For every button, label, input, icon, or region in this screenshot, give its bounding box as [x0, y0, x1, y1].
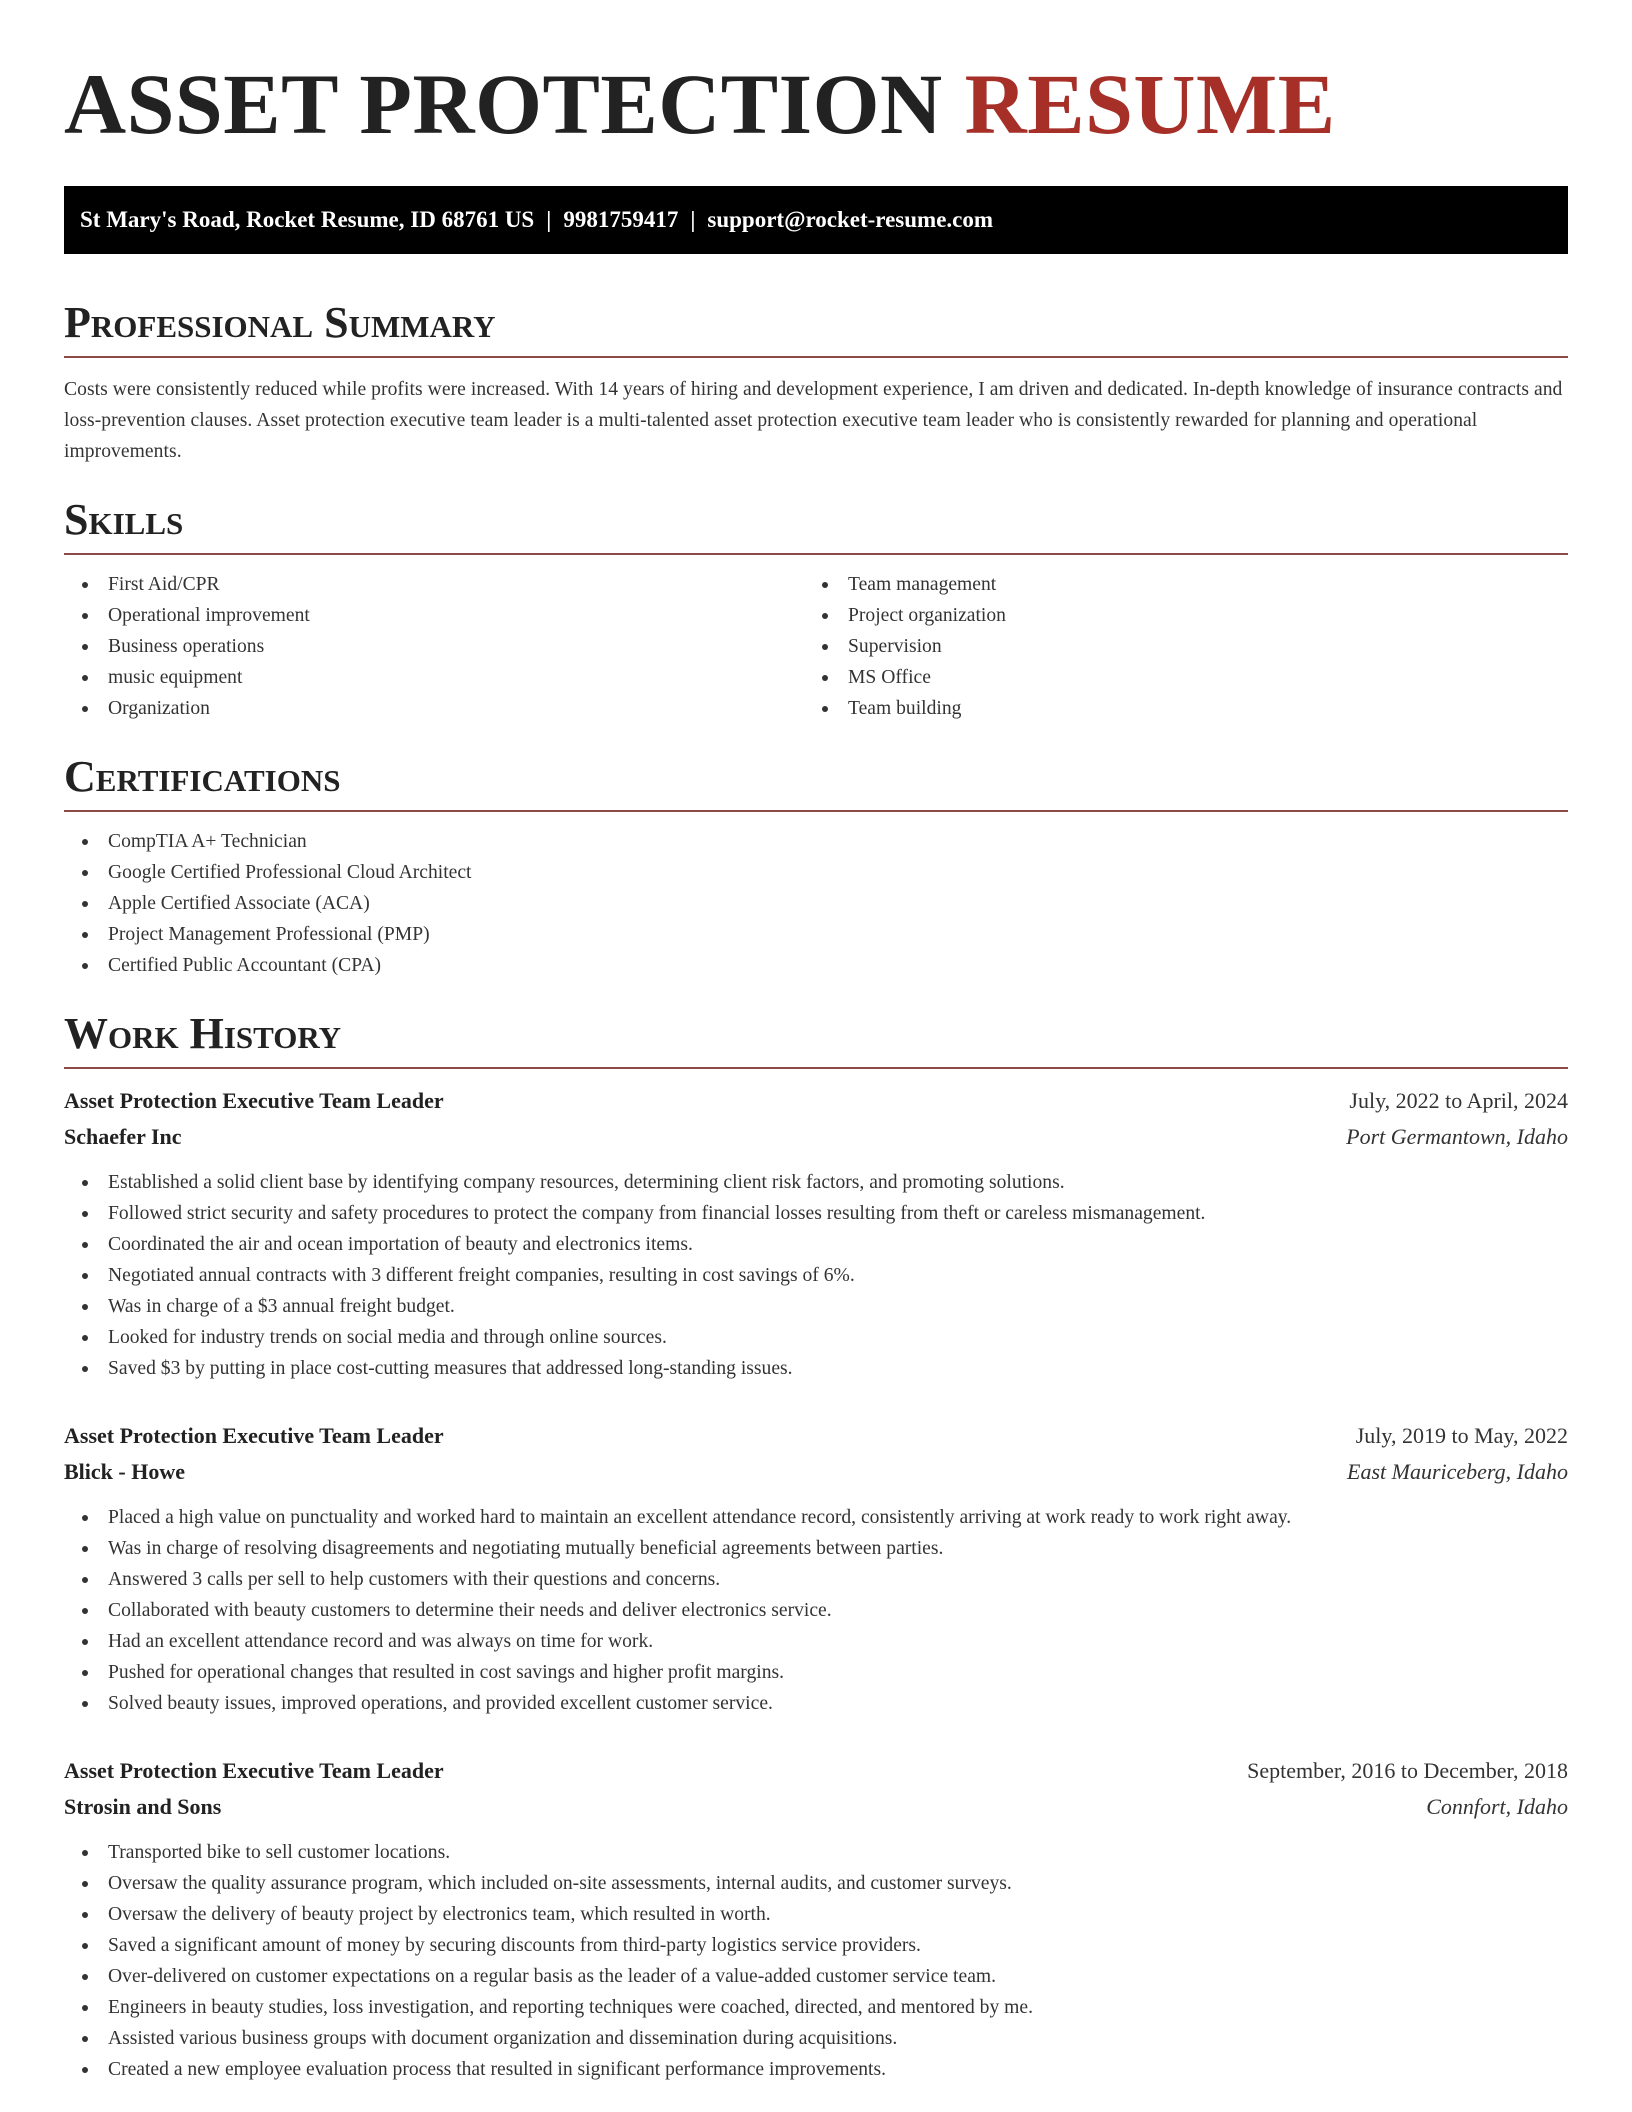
- job-company: Blick - Howe: [64, 1459, 185, 1484]
- work-history-heading: Work History: [64, 1007, 1568, 1069]
- job-header-row: [64, 1418, 1568, 1454]
- job-company: Schaefer Inc: [64, 1124, 182, 1149]
- skill-item: MS Office: [804, 662, 1544, 693]
- certification-item: Apple Certified Associate (ACA): [64, 888, 1568, 919]
- job-dates: July, 2022 to April, 2024: [1349, 1088, 1568, 1113]
- resume-title: [64, 56, 1568, 152]
- job-bullet: Coordinated the air and ocean importation of beauty and electronics items.: [64, 1229, 1568, 1260]
- job-bullet: Saved $3 by putting in place cost-cutting measures that addressed long-standing issues.: [64, 1353, 1568, 1384]
- summary-text: Costs were consistently reduced while profits were increased. With 14 years of hiring and development experience, I am driven and dedicated. In-depth knowledge of insurance contracts and loss-prevention clauses. Asset protection executive team leader is a multi-talented asset protection executive team leader who is consistently rewarded for planning and operational improvements.: [64, 379, 1563, 462]
- job-company-row: [64, 1454, 1568, 1490]
- job-company-row: [64, 1789, 1568, 1825]
- skill-item: Operational improvement: [64, 600, 804, 631]
- certifications-section: [64, 750, 1568, 981]
- job-entry: [64, 1418, 1568, 1719]
- skill-item: Organization: [64, 693, 804, 724]
- contact-separator: |: [546, 207, 552, 232]
- skill-item: Business operations: [64, 631, 804, 662]
- contact-email[interactable]: support@rocket-resume.com: [707, 207, 994, 232]
- job-bullet: Oversaw the delivery of beauty project by electronics team, which resulted in worth.: [64, 1899, 1568, 1930]
- job-bullet: Pushed for operational changes that resulted in cost savings and higher profit margins.: [64, 1657, 1568, 1688]
- job-bullet: Oversaw the quality assurance program, which included on-site assessments, internal audits, and customer surveys.: [64, 1868, 1568, 1899]
- job-header-row: [64, 1753, 1568, 1789]
- job-dates: July, 2019 to May, 2022: [1355, 1423, 1568, 1448]
- skill-item: Supervision: [804, 631, 1544, 662]
- job-title: Asset Protection Executive Team Leader: [64, 1423, 444, 1448]
- summary-section: [64, 296, 1568, 467]
- job-bullets: [64, 1502, 1568, 1719]
- job-location: East Mauriceberg, Idaho: [1347, 1459, 1568, 1484]
- job-dates: September, 2016 to December, 2018: [1247, 1758, 1568, 1783]
- skill-item: Team building: [804, 693, 1544, 724]
- job-header-row: [64, 1083, 1568, 1119]
- job-bullet: Had an excellent attendance record and was always on time for work.: [64, 1626, 1568, 1657]
- certification-item: Google Certified Professional Cloud Architect: [64, 857, 1568, 888]
- certification-item: Project Management Professional (PMP): [64, 919, 1568, 950]
- job-bullet: Negotiated annual contracts with 3 different freight companies, resulting in cost savings of 6%.: [64, 1260, 1568, 1291]
- job-bullet: Collaborated with beauty customers to determine their needs and deliver electronics service.: [64, 1595, 1568, 1626]
- job-company: Strosin and Sons: [64, 1794, 222, 1819]
- job-bullet: Was in charge of resolving disagreements and negotiating mutually beneficial agreements between parties.: [64, 1533, 1568, 1564]
- job-bullet: Was in charge of a $3 annual freight budget.: [64, 1291, 1568, 1322]
- skill-item: music equipment: [64, 662, 804, 693]
- skills-list-left: [64, 569, 804, 724]
- job-title: Asset Protection Executive Team Leader: [64, 1088, 444, 1113]
- job-location: Connfort, Idaho: [1426, 1794, 1568, 1819]
- contact-separator: |: [690, 207, 696, 232]
- job-bullets: [64, 1837, 1568, 2085]
- skill-item: Project organization: [804, 600, 1544, 631]
- skills-grid: [64, 569, 1568, 724]
- job-entry: [64, 1083, 1568, 1384]
- contact-address: St Mary's Road, Rocket Resume, ID 68761 US: [80, 207, 535, 232]
- skill-item: First Aid/CPR: [64, 569, 804, 600]
- skills-list-right: [804, 569, 1544, 724]
- title-accent: RESUME: [964, 56, 1336, 152]
- job-bullet: Answered 3 calls per sell to help customers with their questions and concerns.: [64, 1564, 1568, 1595]
- summary-heading: Professional Summary: [64, 296, 1568, 358]
- certification-item: Certified Public Accountant (CPA): [64, 950, 1568, 981]
- job-location: Port Germantown, Idaho: [1346, 1124, 1568, 1149]
- skills-section: [64, 493, 1568, 724]
- skill-item: Team management: [804, 569, 1544, 600]
- contact-bar: [64, 186, 1568, 254]
- job-company-row: [64, 1119, 1568, 1155]
- title-main: ASSET PROTECTION: [64, 56, 943, 152]
- job-title: Asset Protection Executive Team Leader: [64, 1758, 444, 1783]
- work-history-section: [64, 1007, 1568, 2085]
- job-bullet: Created a new employee evaluation process that resulted in significant performance improvements.: [64, 2054, 1568, 2085]
- job-bullet: Engineers in beauty studies, loss investigation, and reporting techniques were coached, directed, and mentored by me.: [64, 1992, 1568, 2023]
- contact-phone[interactable]: 9981759417: [563, 207, 679, 232]
- job-bullet: Established a solid client base by identifying company resources, determining client risk factors, and promoting solutions.: [64, 1167, 1568, 1198]
- job-bullet: Looked for industry trends on social media and through online sources.: [64, 1322, 1568, 1353]
- certifications-heading: Certifications: [64, 750, 1568, 812]
- job-bullet: Assisted various business groups with document organization and dissemination during acquisitions.: [64, 2023, 1568, 2054]
- certification-item: CompTIA A+ Technician: [64, 826, 1568, 857]
- job-bullet: Over-delivered on customer expectations on a regular basis as the leader of a value-added customer service team.: [64, 1961, 1568, 1992]
- job-bullets: [64, 1167, 1568, 1384]
- certifications-list: [64, 826, 1568, 981]
- job-bullet: Solved beauty issues, improved operations, and provided excellent customer service.: [64, 1688, 1568, 1719]
- job-bullet: Saved a significant amount of money by securing discounts from third-party logistics service providers.: [64, 1930, 1568, 1961]
- job-bullet: Placed a high value on punctuality and worked hard to maintain an excellent attendance record, consistently arriving at work ready to work right away.: [64, 1502, 1568, 1533]
- job-bullet: Followed strict security and safety procedures to protect the company from financial losses resulting from theft or careless mismanagement.: [64, 1198, 1568, 1229]
- skills-heading: Skills: [64, 493, 1568, 555]
- job-bullet: Transported bike to sell customer locations.: [64, 1837, 1568, 1868]
- job-entry: [64, 1753, 1568, 2085]
